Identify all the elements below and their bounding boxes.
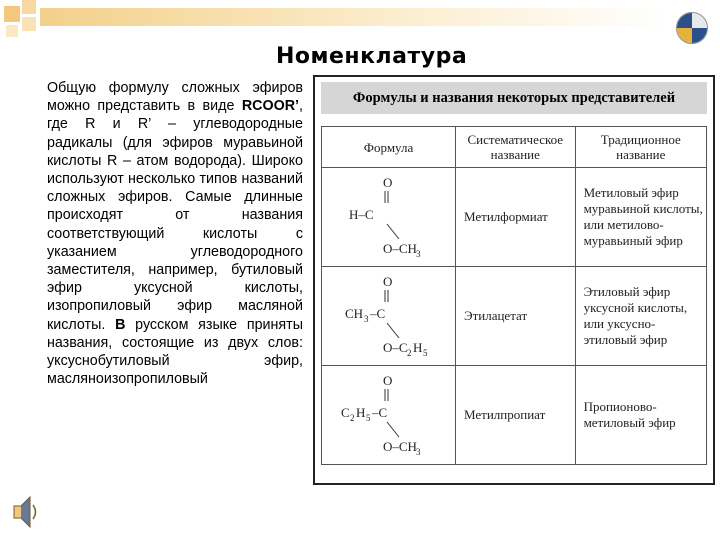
header-formula: Формула: [322, 127, 456, 168]
svg-text:O: O: [383, 175, 393, 190]
speaker-icon[interactable]: [12, 495, 40, 529]
systematic-name: Этилацетат: [456, 267, 576, 366]
general-formula: RCOOR’: [241, 98, 300, 115]
svg-text:–C: –C: [372, 405, 388, 420]
page-title: Номенклатура: [276, 44, 468, 69]
structural-formula-methyl-formate: [322, 168, 456, 267]
table-row: [322, 267, 707, 366]
header-systematic: Систематическое название: [456, 127, 576, 168]
svg-text:2: 2: [407, 348, 412, 358]
table-title: Формулы и названия некоторых представителей: [321, 82, 707, 114]
body-text-part: , где R и R’ – углеводородные радикалы (для эфиров муравьиной кислоты R – атом водорода). Широко используют несколько типов названий сложных эфиров. Самые длинные происходят от названия соответствующий кислоты с указанием углеводородного заместителя, например, бутиловый эфир уксусной кислоты, изопропиловый эфир масляной кислоты.: [47, 98, 303, 333]
decorative-square-icon: [22, 0, 36, 14]
table-row: [322, 168, 707, 267]
systematic-name: Метилформиат: [456, 168, 576, 267]
svg-text:–C: –C: [370, 306, 386, 321]
header-gradient-bar: [40, 8, 670, 26]
table-header-row: [322, 127, 707, 168]
globe-icon: [676, 12, 708, 44]
structural-formula-ethyl-acetate: [322, 267, 456, 366]
svg-text:3: 3: [416, 447, 421, 457]
svg-text:H: H: [356, 405, 366, 420]
svg-text:C: C: [341, 405, 350, 420]
body-text-part: В: [115, 316, 126, 333]
svg-text:2: 2: [350, 413, 355, 423]
body-paragraph: [47, 79, 303, 388]
nomenclature-table-frame: [313, 75, 715, 485]
header-traditional: Традиционное название: [575, 127, 706, 168]
svg-text:3: 3: [416, 249, 421, 259]
body-text-part: Общую формулу сложных эфиров можно представить в виде: [47, 80, 303, 115]
svg-text:CH: CH: [345, 306, 364, 321]
traditional-name: Пропионово-метиловый эфир: [575, 366, 706, 465]
traditional-name: Этиловый эфир уксусной кислоты, или уксусно-этиловый эфир: [575, 267, 706, 366]
decorative-square-icon: [6, 25, 18, 37]
traditional-name: Метиловый эфир муравьиной кислоты, или метилово-муравьиный эфир: [575, 168, 706, 267]
decorative-square-icon: [22, 17, 36, 31]
systematic-name: Метилпропиат: [456, 366, 576, 465]
structural-formula-methyl-propionate: [322, 366, 456, 465]
svg-text:3: 3: [364, 314, 369, 324]
svg-text:O–CH: O–CH: [383, 241, 417, 256]
svg-text:H: H: [413, 340, 423, 355]
svg-text:O–CH: O–CH: [383, 439, 417, 454]
header-decoration: [0, 0, 720, 38]
svg-text:H–C: H–C: [349, 207, 374, 222]
svg-text:O–C: O–C: [383, 340, 408, 355]
table-row: [322, 366, 707, 465]
svg-text:O: O: [383, 274, 393, 289]
body-text-part: русском языке приняты названия, состоящие из двух слов: уксуснобутиловый эфир, масляноизопропиловый: [47, 316, 303, 388]
nomenclature-table: [321, 126, 707, 465]
svg-text:O: O: [383, 373, 393, 388]
svg-text:5: 5: [423, 348, 428, 358]
decorative-square-icon: [4, 6, 20, 22]
svg-text:5: 5: [366, 413, 371, 423]
